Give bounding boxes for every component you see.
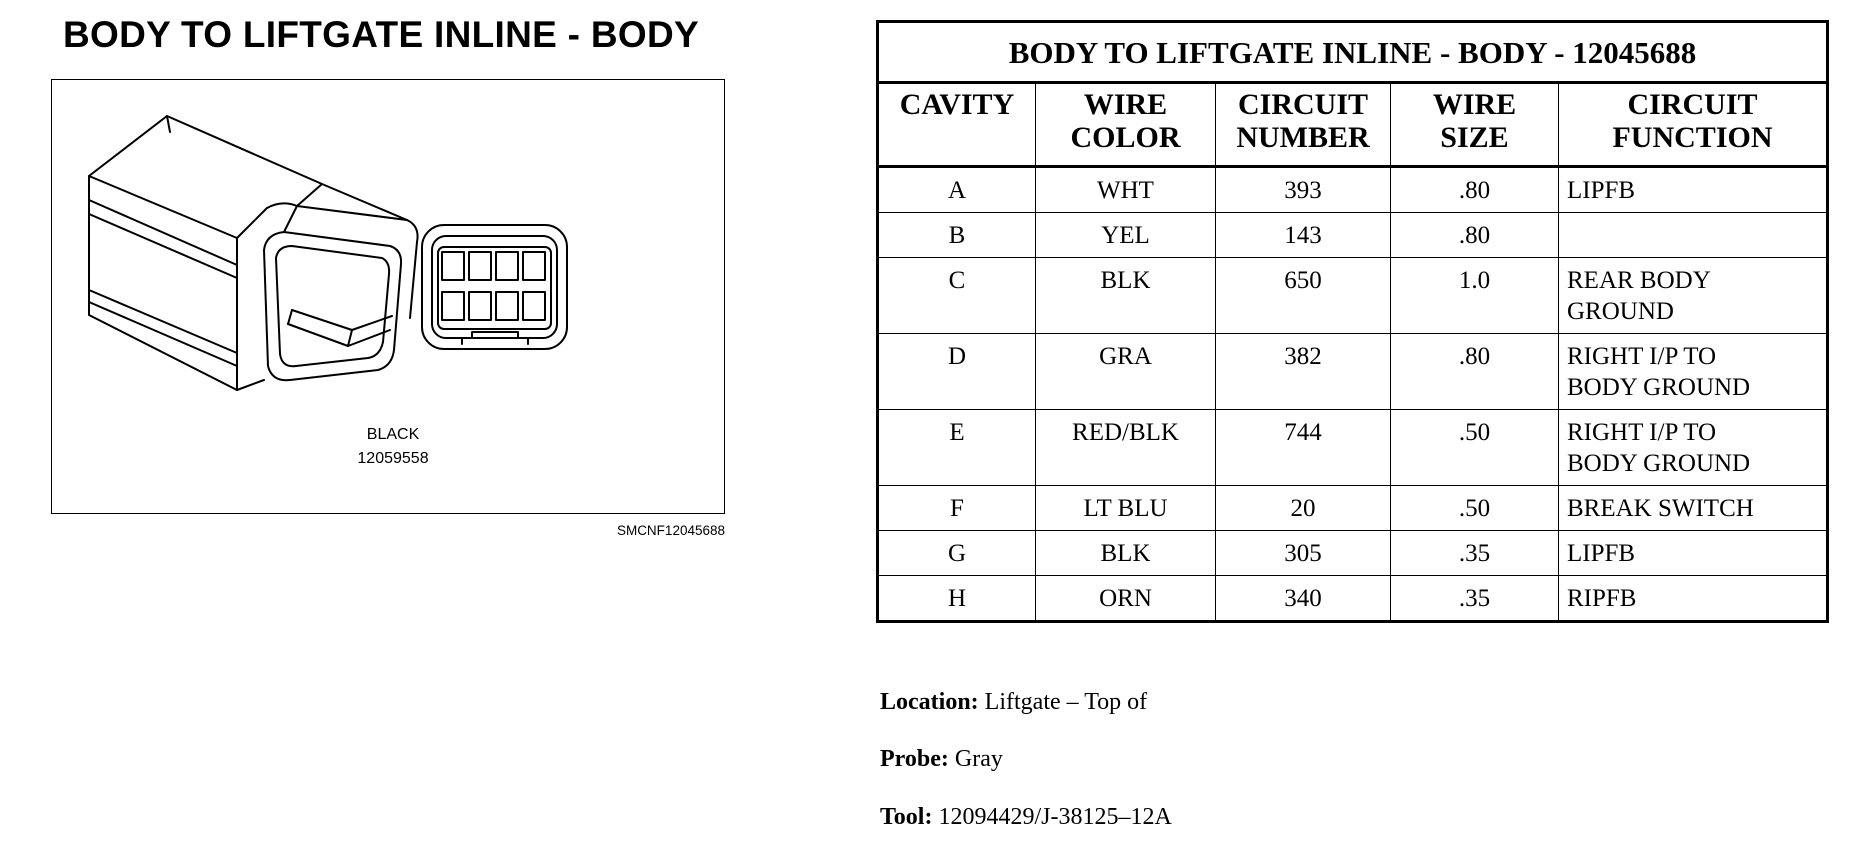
cavity-cell: A (878, 167, 1036, 213)
function-line: RIGHT I/P TO (1567, 343, 1717, 370)
circuit-number-cell: 305 (1216, 531, 1391, 576)
cavity-cell: D (878, 334, 1036, 410)
table-row (878, 410, 1828, 486)
table-row (878, 258, 1828, 334)
function-line: LIPFB (1567, 177, 1636, 204)
wire-color-cell: BLK (1036, 531, 1216, 576)
table-row (878, 531, 1828, 576)
header-wire-size (1391, 83, 1559, 167)
wire-color-cell: GRA (1036, 334, 1216, 410)
location-label: Location: (880, 689, 979, 715)
tool-value: 12094429/J-38125–12A (932, 804, 1172, 830)
header-line: SIZE (1440, 121, 1509, 154)
header-line: WIRE (1083, 88, 1168, 121)
wire-size-cell: .50 (1391, 410, 1559, 486)
circuit-function-cell (1559, 531, 1828, 576)
circuit-number-cell: 340 (1216, 576, 1391, 622)
table-row (878, 213, 1828, 258)
function-line: RIPFB (1567, 585, 1637, 612)
function-line (1567, 220, 1818, 251)
header-line: CIRCUIT (1627, 88, 1758, 121)
circuit-function-cell (1559, 258, 1828, 334)
circuit-function-cell (1559, 167, 1828, 213)
table-title: BODY TO LIFTGATE INLINE - BODY - 12045688 (878, 22, 1828, 83)
function-line: GROUND (1567, 298, 1674, 325)
connector-part-label: 12059558 (357, 450, 429, 467)
wire-color-cell: ORN (1036, 576, 1216, 622)
function-line: BODY GROUND (1567, 374, 1751, 401)
wire-size-cell: .50 (1391, 486, 1559, 531)
circuit-number-cell: 382 (1216, 334, 1391, 410)
function-line: RIGHT I/P TO (1567, 419, 1717, 446)
wire-color-cell: RED/BLK (1036, 410, 1216, 486)
cavity-cell: E (878, 410, 1036, 486)
wire-color-cell: YEL (1036, 213, 1216, 258)
figure-code: SMCNF12045688 (616, 523, 725, 538)
wire-size-cell: .80 (1391, 167, 1559, 213)
function-line: LIPFB (1567, 540, 1636, 567)
circuit-number-cell: 20 (1216, 486, 1391, 531)
cavity-cell: G (878, 531, 1036, 576)
header-cavity (878, 83, 1036, 167)
table-header-row (878, 83, 1828, 167)
function-line: REAR BODY (1567, 267, 1711, 294)
location-note (880, 689, 1147, 716)
table-body (878, 167, 1828, 622)
wire-size-cell: 1.0 (1391, 258, 1559, 334)
wire-size-cell: .35 (1391, 531, 1559, 576)
table-row (878, 486, 1828, 531)
cavity-cell: C (878, 258, 1036, 334)
circuit-function-cell (1559, 486, 1828, 531)
header-circuit-function (1559, 83, 1828, 167)
cavity-cell: H (878, 576, 1036, 622)
header-line: FUNCTION (1612, 121, 1773, 154)
function-line: BREAK SWITCH (1567, 495, 1754, 522)
figure-title: BODY TO LIFTGATE INLINE - BODY (63, 14, 699, 55)
header-line: CIRCUIT (1237, 88, 1369, 121)
header-wire-color (1036, 83, 1216, 167)
circuit-number-cell: 650 (1216, 258, 1391, 334)
circuit-function-cell (1559, 213, 1828, 258)
circuit-number-cell: 393 (1216, 167, 1391, 213)
circuit-number-cell: 744 (1216, 410, 1391, 486)
tool-label: Tool: (880, 804, 933, 830)
probe-value: Gray (948, 746, 1003, 772)
wire-size-cell: .35 (1391, 576, 1559, 622)
header-circuit-number (1216, 83, 1391, 167)
circuit-function-cell (1559, 576, 1828, 622)
header-line: CAVITY (899, 88, 1015, 121)
function-line: BODY GROUND (1567, 450, 1751, 477)
circuit-function-cell (1559, 410, 1828, 486)
cavity-cell: F (878, 486, 1036, 531)
connector-color-label: BLACK (366, 426, 420, 443)
probe-note (880, 746, 1003, 773)
table-row (878, 167, 1828, 213)
cavity-cell: B (878, 213, 1036, 258)
header-line: COLOR (1070, 121, 1181, 154)
table-row (878, 576, 1828, 622)
connector-pinout-table (876, 20, 1829, 623)
wire-color-cell: BLK (1036, 258, 1216, 334)
probe-label: Probe: (880, 746, 949, 772)
header-line: NUMBER (1236, 121, 1370, 154)
table-row (878, 334, 1828, 410)
header-line: WIRE (1432, 88, 1517, 121)
wire-color-cell: WHT (1036, 167, 1216, 213)
circuit-function-cell (1559, 334, 1828, 410)
location-value: Liftgate – Top of (978, 689, 1148, 715)
tool-note (880, 804, 1172, 831)
wire-size-cell: .80 (1391, 334, 1559, 410)
wire-size-cell: .80 (1391, 213, 1559, 258)
circuit-number-cell: 143 (1216, 213, 1391, 258)
connector-figure (51, 79, 725, 514)
wire-color-cell: LT BLU (1036, 486, 1216, 531)
